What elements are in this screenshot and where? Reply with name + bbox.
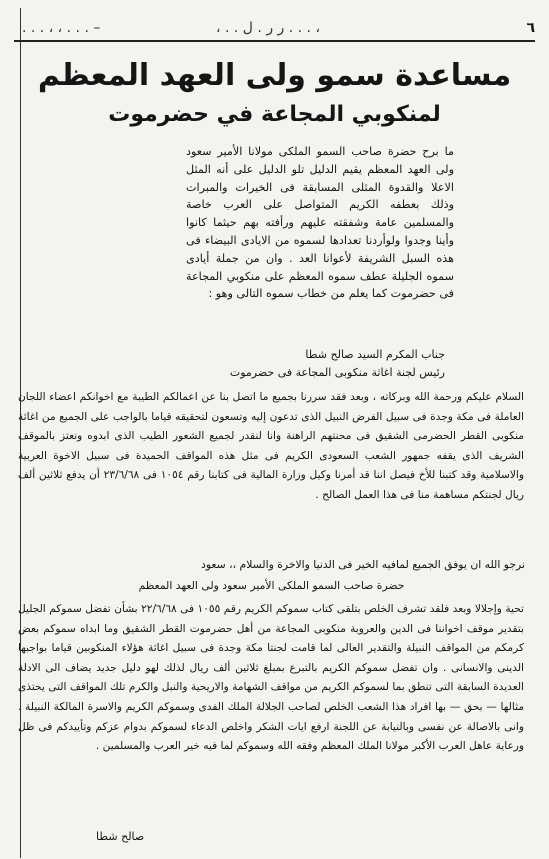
- page-mark: ٦: [526, 20, 535, 36]
- article-subhead: لمنكوبي المجاعة في حضرموت: [108, 102, 441, 127]
- signature: صالح شطا: [96, 830, 145, 843]
- reply-body: تحية وإجلالا وبعد فلقد تشرف الخلص بتلقى كتاب سموكم الكريم رقم ١٠٥٥ فى ٢٢/٦/٦٨ بشأن تفضل سموكم الجليل بتقدير موقف اخواننا فى الدين والعروبة منكوبى المجاعة من أهل حضرموت القطر الشقيق وما ابداه سموكم بعض كرمكم من المواقف النبيلة والتقدير العالى لما قامت لجنتا مكة وجدة فى سبيل اغاثة هؤلاء المنكوبين قياما بواجبها الدينى والانسانى . وان تفضل سموكم الكريم بالتبرع بمبلغ ثلاثين ألف ريال لذلك لهو دليل جديد يضاف الى الادلة العديدة السابقة التى تنطق بما لسموكم الكريم من مواقف الشهامة والاريحية والنبل والكرم تلك المواقف التى يحتذى مثالها — بحق — بها افراد هذا الشعب الخلص لصاحب الجلالة الملك الفدى وسموكم الكريم والاسرة المالكة النبيلة . وانى بالاصالة عن نفسى وبالنيابة عن اللجنة ارفع ايات الشكر واخلص الدعاء لسموكم بدوام عزكم وتأييدكم فى ظل ورعاية عاهل العرب الأكبر مولانا الملك المعظم وفقه الله وسموكم لما فيه خير العرب والمسلمين .: [18, 603, 524, 753]
- addressee-name: جناب المكرم السيد صالح شطا: [305, 348, 445, 361]
- reply-heading: حضرة صاحب السمو الملكى الأمير سعود ولى العهد المعظم: [138, 579, 405, 592]
- article-headline: مساعدة سمو ولى العهد المعظم: [37, 58, 512, 93]
- letter-body: السلام عليكم ورحمة الله وبركاته ، وبعد فقد سررنا بجميع ما اتصل بنا عن اعمالكم الطيبة مع اخوانكم اعضاء اللجان العاملة فى مكة وجدة فى سبيل الفرض النبيل الذى تدعون إليه وتسعون لتحقيقه قياما بالواجب على الجميع من اغاثة منكوبى القطر الحضرمى الشقيق فى محنتهم الراهنة وانا لنقدر لجميع الشعور الطيب الذى ابدوه ونعتز بالموقف الشريف الذى يقفه جمهور الشعب السعودى الكريم فى مثل هذه المواقف الحميدة فى سبيل الاخوة العربية والاسلامية وقد كتبنا للأخ فيصل اننا قد أمرنا وكيل وزارة المالية فى كتابنا رقم ١٠٥٤ فى ٢٣/٦/٦٨ أن يدفع ثلاثين ألف ريال لجنتكم مساهمة منا فى هذا العمل الصالح .: [18, 391, 524, 501]
- letter-addressee: [205, 346, 445, 382]
- addressee-title: رئيس لجنة اغاثة منكوبى المجاعة فى حضرموت: [229, 366, 445, 379]
- header-rule: [14, 40, 535, 42]
- intro-paragraph: ما برح حضرة صاحب السمو الملكى مولانا الأمير سعود ولى العهد المعظم يقيم الدليل تلو الدليل على أنه المثل الاعلا والقدوة المثلى المسابقة فى الخيرات والمبرات وذلك بعطفه الكريم المتواصل على العرب خاصة والمسلمين عامة وشفقته عليهم ورأفته بهم حيثما كانوا وأينا وجدوا ولوأردنا تعدادها لسموه من الايادى البيضاء فى هذه السبل الشريفة لأعوانا العد . وان من جملة أيادى سموه الجليلة عطف سموه المعظم على منكوبي المجاعة فى حضرموت كما يعلم من خطاب سموه التالى وهو :: [186, 145, 454, 301]
- header-left-mark: – . . . ، ، . . .: [22, 20, 101, 36]
- letter-closing: نرجو الله ان يوفق الجميع لمافيه الخير فى الدنيا والاخرة والسلام ،، سعود: [201, 558, 525, 571]
- header-center-mark: ، . . . ر ر . ل . . ،: [216, 20, 320, 36]
